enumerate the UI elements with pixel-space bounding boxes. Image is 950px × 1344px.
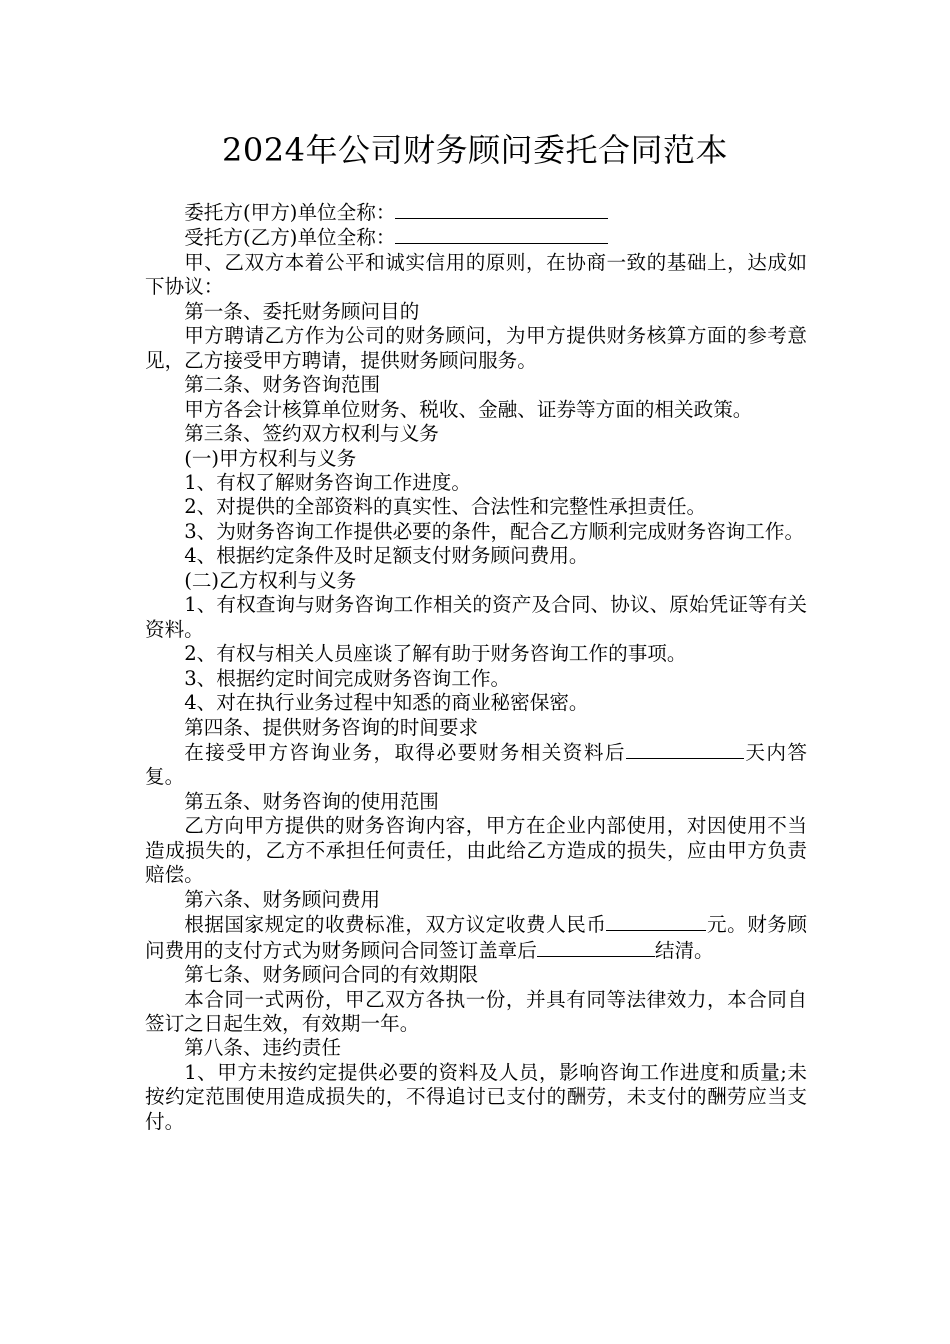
article-6-text-b: 元。财务顾问费用的支付方式为财务顾问合同签订盖章后 xyxy=(145,913,808,962)
article-7-text: 本合同一式两份，甲乙双方各执一份，并具有同等法律效力，本合同自签订之日起生效，有效期一年。 xyxy=(145,987,807,1035)
article-8-title: 第八条、违约责任 xyxy=(184,1036,341,1060)
article-3-title: 第三条、签约双方权利与义务 xyxy=(184,422,439,446)
payment-term-blank[interactable] xyxy=(537,938,637,957)
article-3-party-a-item-4: 4、根据约定条件及时足额支付财务顾问费用。 xyxy=(184,544,589,568)
article-6-title: 第六条、财务顾问费用 xyxy=(184,887,381,911)
intro-paragraph: 甲、乙双方本着公平和诚实信用的原则，在协商一致的基础上，达成如下协议： xyxy=(145,250,807,299)
article-3-party-a-item-2: 2、对提供的全部资料的真实性、合法性和完整性承担责任。 xyxy=(184,495,707,519)
article-4-text-a: 在接受甲方咨询业务，取得必要财务相关资料后 xyxy=(184,740,626,764)
days-blank[interactable] xyxy=(626,740,744,759)
article-3-party-b-title: (二)乙方权利与义务 xyxy=(184,568,357,592)
article-4-text xyxy=(145,740,807,790)
article-6-text-a: 根据国家规定的收费标准，双方议定收费人民币 xyxy=(184,913,607,937)
article-7-title: 第七条、财务顾问合同的有效期限 xyxy=(184,963,479,987)
payment-term-blank-tail xyxy=(637,938,655,957)
contract-body xyxy=(145,200,807,1134)
article-2-title: 第二条、财务咨询范围 xyxy=(184,373,381,397)
article-3-party-b-item-3: 3、根据约定时间完成财务咨询工作。 xyxy=(184,666,511,690)
article-3-party-b-item-1: 1、有权查询与财务咨询工作相关的资产及合同、协议、原始凭证等有关资料。 xyxy=(145,593,807,641)
article-1-text: 甲方聘请乙方作为公司的财务顾问，为甲方提供财务核算方面的参考意见，乙方接受甲方聘请，提供财务顾问服务。 xyxy=(145,324,807,372)
party-a-label: 委托方(甲方)单位全称： xyxy=(184,201,396,224)
fee-amount-blank[interactable] xyxy=(606,912,706,931)
party-b-label: 受托方(乙方)单位全称： xyxy=(184,226,396,250)
article-8-item-1: 1、甲方未按约定提供必要的资料及人员，影响咨询工作进度和质量;未按约定范围使用造成损失的，不得追讨已支付的酬劳，未支付的酬劳应当支付。 xyxy=(145,1060,807,1133)
article-4-title: 第四条、提供财务咨询的时间要求 xyxy=(184,715,479,739)
party-b-blank[interactable] xyxy=(395,225,608,244)
article-6-text-c: 结清。 xyxy=(654,938,714,962)
article-3-party-a-item-3: 3、为财务咨询工作提供必要的条件，配合乙方顺利完成财务咨询工作。 xyxy=(184,519,805,543)
document-title: 2024年公司财务顾问委托合同范本 xyxy=(222,131,728,169)
article-3-party-b-item-2: 2、有权与相关人员座谈了解有助于财务咨询工作的事项。 xyxy=(184,642,687,666)
article-3-party-a-title: (一)甲方权利与义务 xyxy=(184,446,357,470)
article-4-text-b: 天内答复。 xyxy=(145,740,808,789)
article-6-text xyxy=(145,912,807,963)
article-5-text: 乙方向甲方提供的财务咨询内容，甲方在企业内部使用，对因使用不当造成损失的，乙方不承担任何责任，由此给乙方造成的损失，应由甲方负责赔偿。 xyxy=(145,814,807,887)
article-1-title: 第一条、委托财务顾问目的 xyxy=(184,299,420,323)
article-5-title: 第五条、财务咨询的使用范围 xyxy=(184,789,439,813)
article-3-party-a-item-1: 1、有权了解财务咨询工作进度。 xyxy=(184,470,471,494)
article-2-text: 甲方各会计核算单位财务、税收、金融、证券等方面的相关政策。 xyxy=(184,397,753,421)
party-a-blank[interactable] xyxy=(395,200,608,219)
article-3-party-b-item-4: 4、对在执行业务过程中知悉的商业秘密保密。 xyxy=(184,691,589,715)
party-a-field xyxy=(145,200,807,225)
party-b-field xyxy=(145,225,807,250)
